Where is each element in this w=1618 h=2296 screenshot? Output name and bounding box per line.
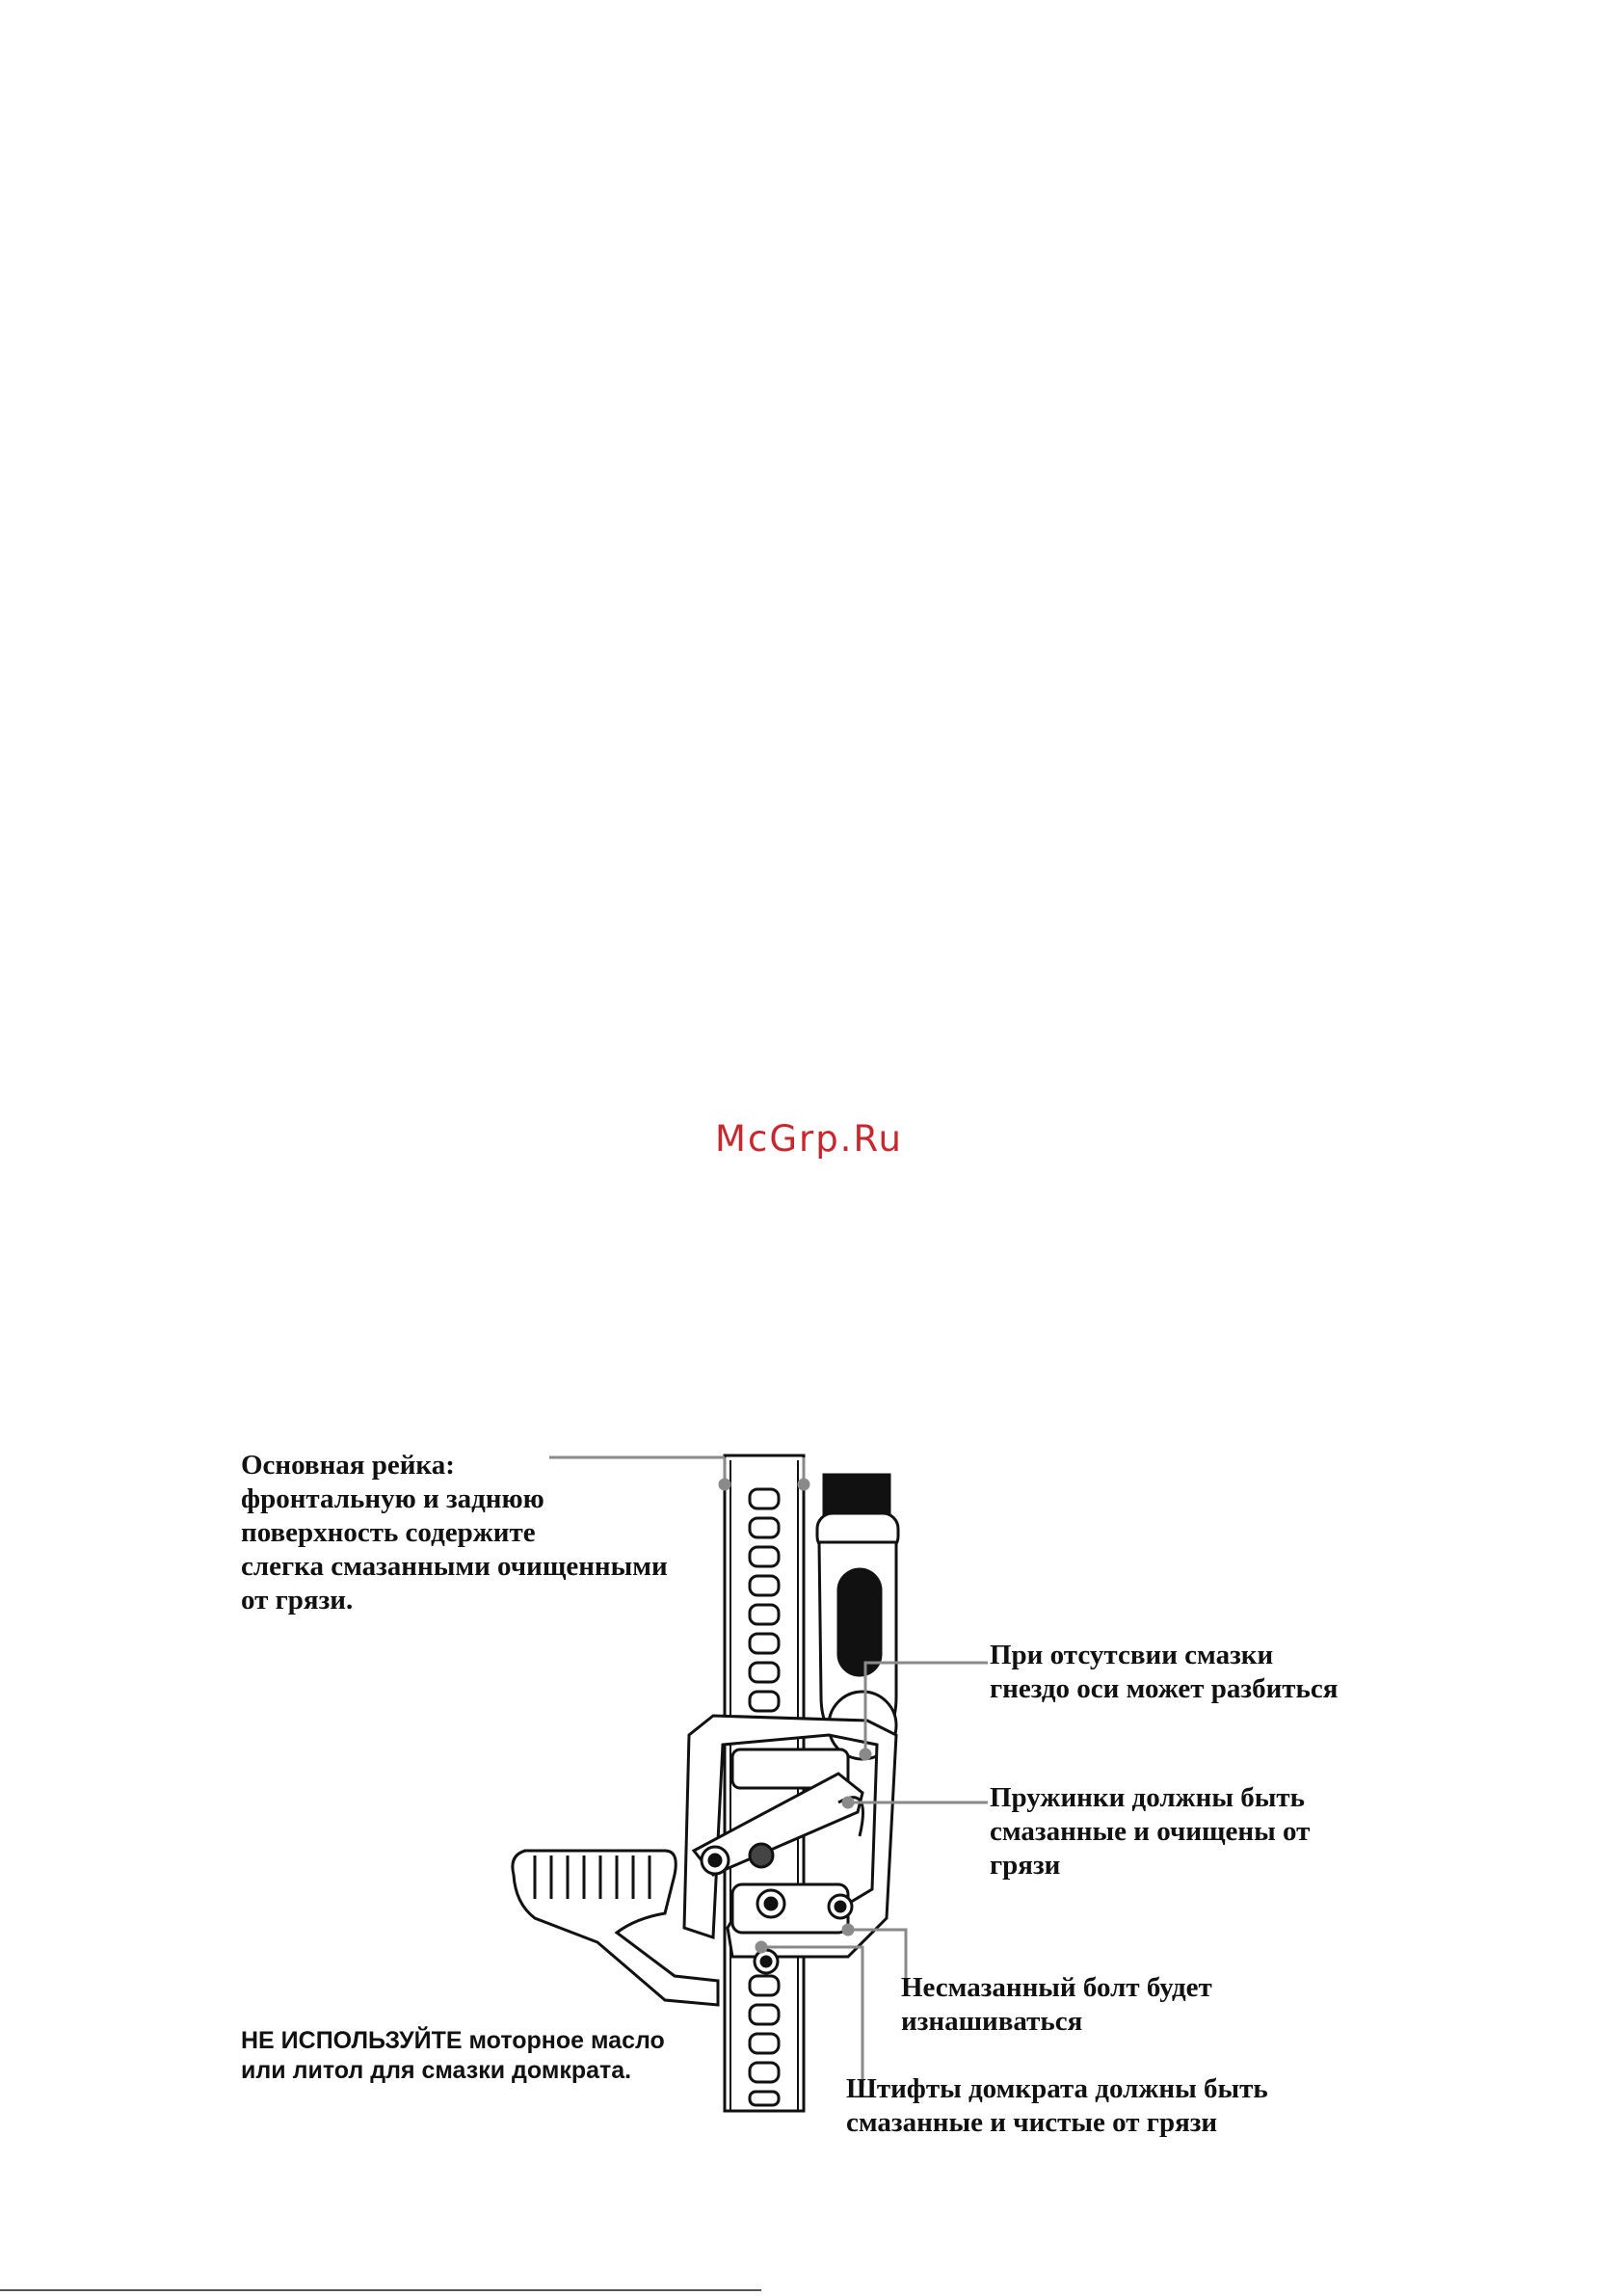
warning-line1-rest: моторное масло [462, 2027, 665, 2054]
label-bolt: Несмазанный болт будет изнашиваться [901, 1972, 1212, 2037]
lubricant-warning [241, 2026, 665, 2086]
footer-rule [0, 2289, 761, 2291]
label-springs: Пружинки должны быть смазанные и очищены от грязи [990, 1782, 1311, 1881]
label-main-rack: Основная рейка: фронтальную и заднюю поверхность содержите слегка смазанными очищенными от грязи. [241, 1450, 668, 1615]
warning-emphasis: НЕ ИСПОЛЬЗУЙТЕ [241, 2027, 463, 2054]
label-pins: Штифты домкрата должны быть смазанные и чистые от грязи [846, 2073, 1268, 2138]
watermark: McGrp.Ru [715, 1118, 903, 1160]
warning-line2: или литол для смазки домкрата. [241, 2057, 632, 2084]
label-axle-socket: При отсутсвии смазки гнездо оси может разбиться [990, 1640, 1339, 1704]
handle [817, 1475, 898, 1759]
